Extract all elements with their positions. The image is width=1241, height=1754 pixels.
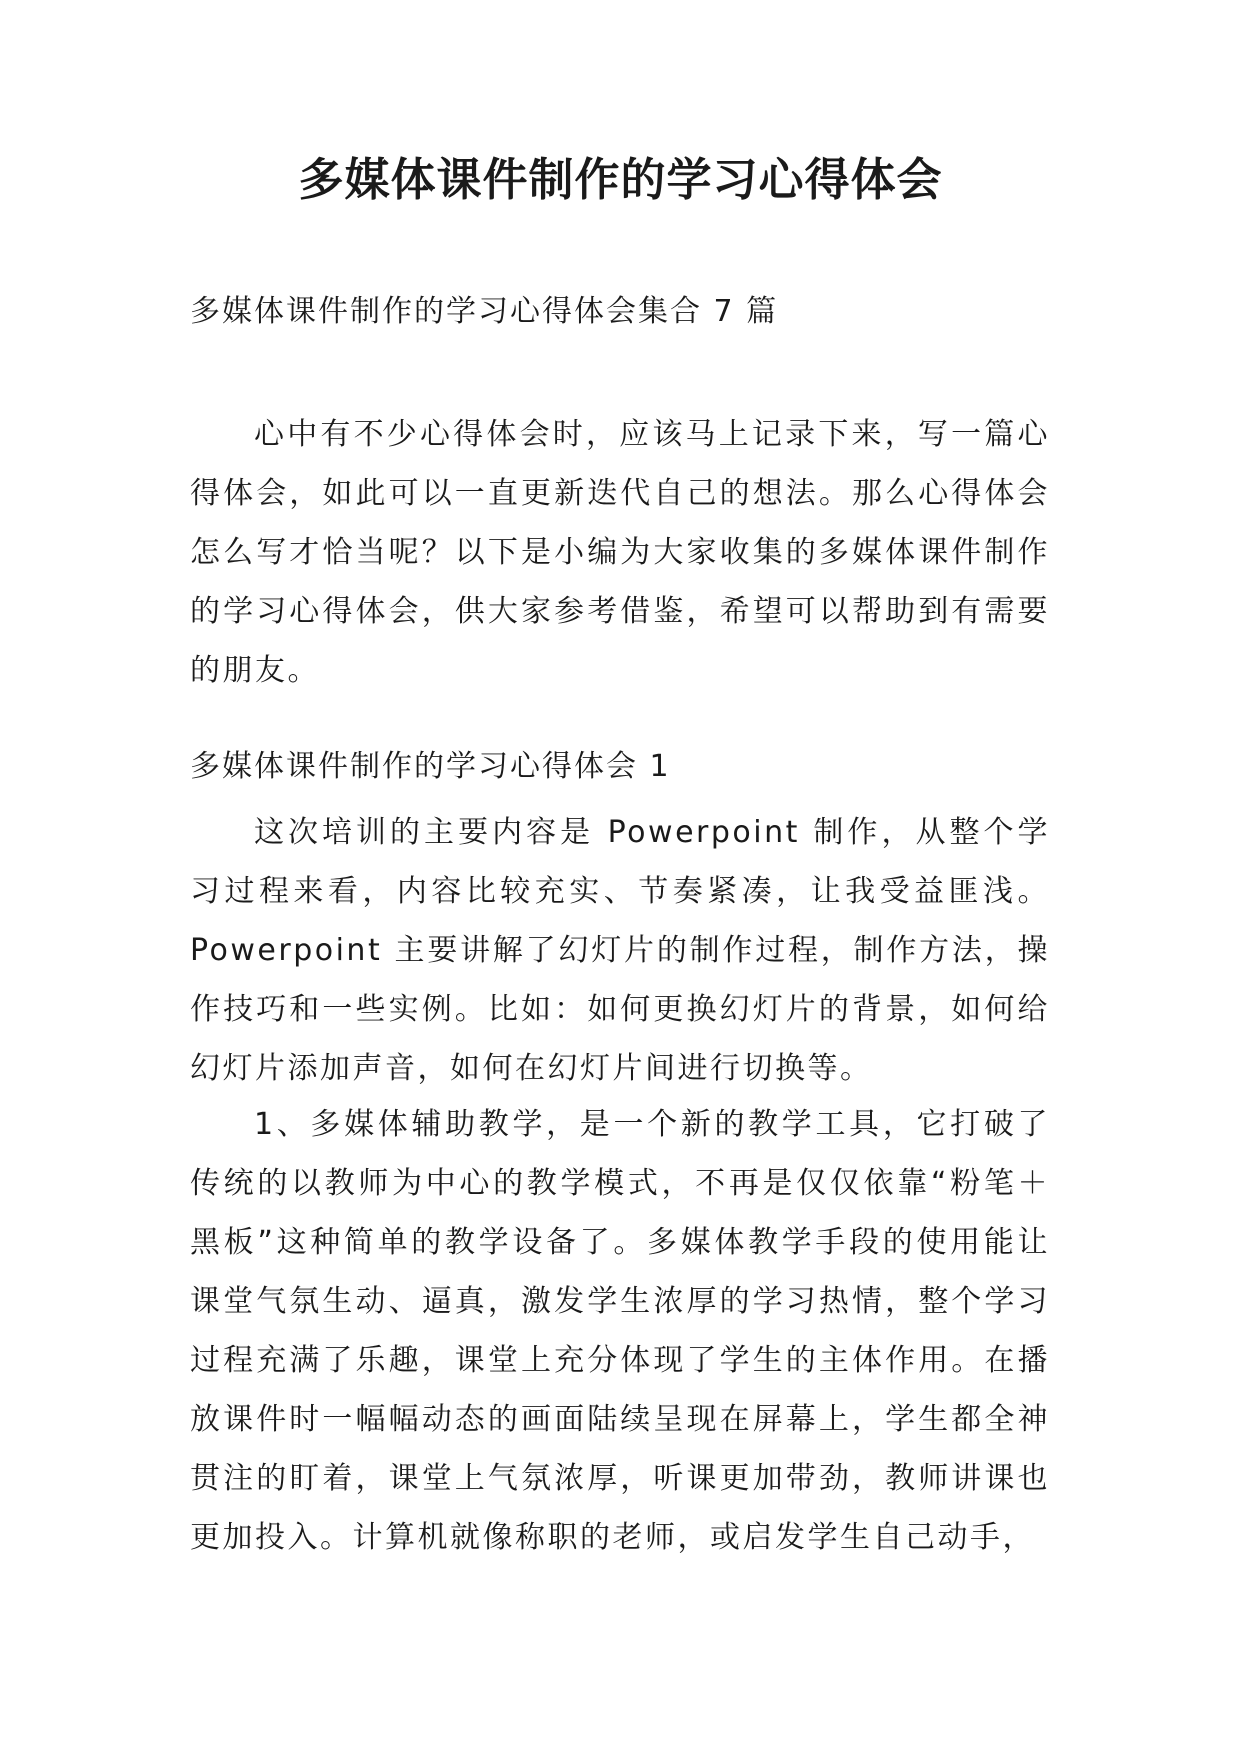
intro-paragraph: 心中有不少心得体会时，应该马上记录下来，写一篇心得体会，如此可以一直更新迭代自己的想法。那么心得体会怎么写才恰当呢？以下是小编为大家收集的多媒体课件制作的学习心得体会，供大家参考借鉴，希望可以帮助到有需要的朋友。 (190, 417, 1050, 688)
section-heading: 多媒体课件制作的学习心得体会 1 (190, 749, 671, 784)
document-title: 多媒体课件制作的学习心得体会 (298, 153, 943, 206)
body-paragraph: 1、多媒体辅助教学，是一个新的教学工具，它打破了传统的以教师为中心的教学模式，不再是仅仅依靠“粉笔＋黑板”这种简单的教学设备了。多媒体教学手段的使用能让课堂气氛生动、逼真，激发学生浓厚的学习热情，整个学习过程充满了乐趣，课堂上充分体现了学生的主体作用。在播放课件时一幅幅动态的画面陆续呈现在屏幕上，学生都全神贯注的盯着，课堂上气氛浓厚，听课更加带劲，教师讲课也更加投入。计算机就像称职的老师，或启发学生自己动手， (190, 1107, 1050, 1555)
document-subtitle: 多媒体课件制作的学习心得体会集合 7 篇 (190, 294, 779, 329)
body-paragraph: 这次培训的主要内容是 Powerpoint 制作，从整个学习过程来看，内容比较充实、节奏紧凑，让我受益匪浅。Powerpoint 主要讲解了幻灯片的制作过程，制作方法，操作技巧和一些实例。比如：如何更换幻灯片的背景，如何给幻灯片添加声音，如何在幻灯片间进行切换等。 (190, 815, 1050, 1086)
